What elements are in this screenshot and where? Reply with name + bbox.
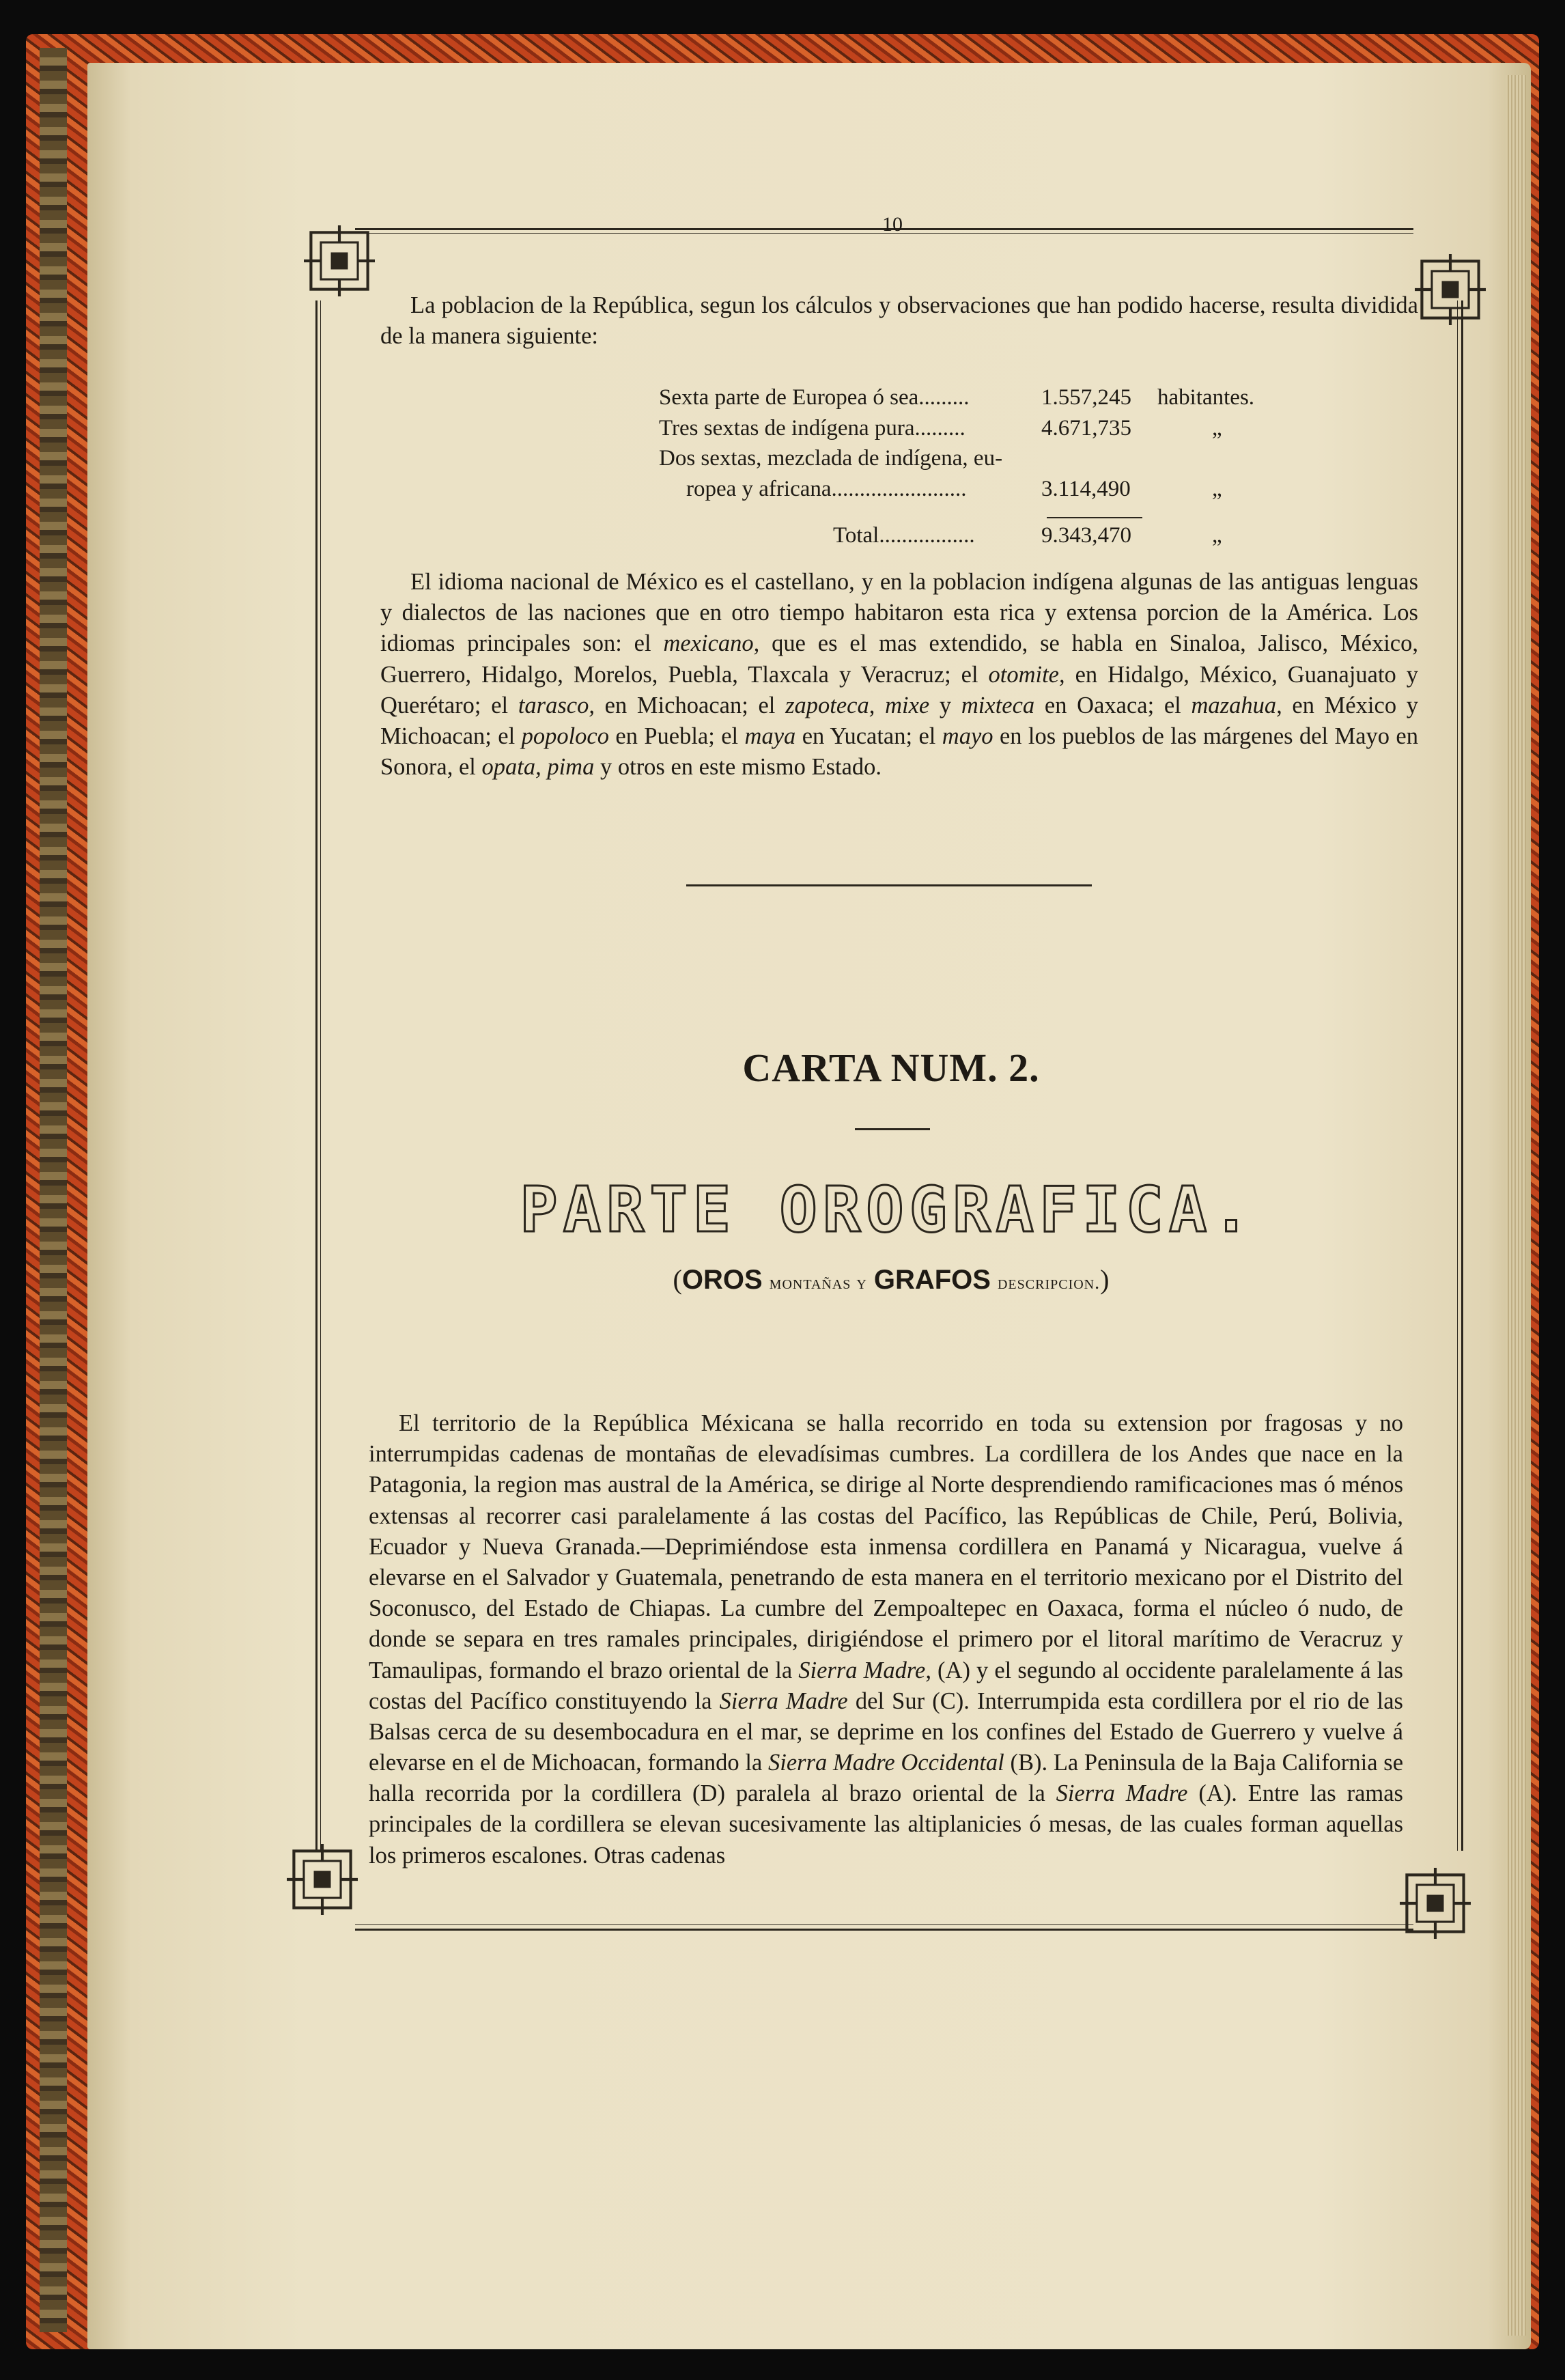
row-unit: „	[1212, 415, 1222, 440]
population-row	[659, 413, 1301, 444]
population-total-row	[659, 520, 1301, 551]
row-label: Tres sextas de indígena pura.........	[659, 415, 965, 440]
row-unit: habitantes.	[1157, 385, 1255, 410]
sum-rule	[1047, 517, 1142, 518]
greek-word-grafos: GRAFOS	[873, 1265, 991, 1295]
total-label: Total.................	[833, 523, 975, 548]
total-value: 9.343,470	[1041, 523, 1131, 548]
section-title	[410, 1177, 1366, 1245]
row-label: Dos sextas, mezclada de indígena, eu-	[659, 446, 1003, 471]
frame-bottom-rule-inner	[355, 1924, 1413, 1925]
corner-ornament-icon	[1400, 1868, 1471, 1939]
corner-ornament-icon	[304, 225, 375, 296]
frame-bottom-rule	[355, 1929, 1413, 1931]
language-paragraph: El idioma nacional de México es el castellano, y en la poblacion indígena algunas de las antiguas lenguas y dialectos de las naciones que en otro tiempo habitaron esta rica y extensa porcion de la América. Los idiomas principales son: el mexicano, que es el mas extendido, se habla en Sinaloa, Jalisco, México, Guerrero, Hidalgo, Morelos, Puebla, Tlaxcala y Veracruz; el otomite, en Hidalgo, México, Guanajuato y Querétaro; el tarasco, en Michoacan; el zapoteca, mixe y mixteca en Oaxaca; el mazahua, en México y Michoacan; el popoloco en Puebla; el maya en Yucatan; el mayo en los pueblos de las márgenes del Mayo en Sonora, el opata, pima y otros en este mismo Estado.	[380, 569, 1419, 781]
greek-word-oros: OROS	[681, 1265, 763, 1295]
frame-right-rule-inner	[1457, 300, 1458, 1851]
corner-ornament-icon	[287, 1844, 358, 1915]
population-table	[659, 382, 1301, 504]
row-label: ropea y africana........................	[686, 476, 967, 501]
frame-left-rule	[315, 300, 318, 1851]
page-edge	[1506, 75, 1526, 2336]
section-title-text: PARTE OROGRAFICA.	[520, 1177, 1256, 1245]
row-label: Sexta parte de Europea ó sea.........	[659, 385, 970, 410]
meaning-grafos: descripcion.	[997, 1272, 1101, 1293]
row-unit: „	[1212, 476, 1222, 501]
corner-ornament-icon	[1415, 254, 1486, 325]
section-heading: CARTA NUM. 2.	[742, 1046, 1040, 1090]
intro-paragraph: La poblacion de la República, segun los cálculos y observaciones que han podido hacerse, resulta dividida de la manera siguiente:	[380, 292, 1418, 350]
population-row	[659, 474, 1301, 505]
frame-left-rule-inner	[320, 300, 321, 1851]
meaning-oros: montañas y	[769, 1272, 867, 1293]
total-unit: „	[1212, 523, 1222, 548]
row-value: 3.114,490	[1041, 476, 1131, 501]
book-spine	[40, 48, 67, 2332]
frame-right-rule	[1461, 300, 1463, 1851]
section-divider	[686, 884, 1092, 886]
row-value: 1.557,245	[1041, 385, 1131, 410]
page-number: 10	[882, 213, 903, 236]
row-value: 4.671,735	[1041, 415, 1131, 440]
orography-paragraph: El territorio de la República Méxicana se halla recorrido en toda su extension por fragosas y no interrumpidas cadenas de montañas de elevadísimas cumbres. La cordillera de los Andes que nace en la Patagonia, la region mas austral de la América, se dirige al Norte desprendiendo ramificaciones mas ó ménos extensas al recorrer casi paralelamente á las costas del Pacífico, las Repúblicas de Chile, Perú, Bolivia, Ecuador y Nueva Granada.—Deprimiéndose esta inmensa cordillera en Panamá y Nicaragua, vuelve á elevarse en el Salvador y Guatemala, penetrando de esta manera en el territorio mexicano por el Distrito del Soconusco, del Estado de Chiapas. La cumbre del Zempoaltepec en Oaxaca, forma el núcleo ó nudo, de donde se separa en tres ramales principales, dirigiéndose el primero por el litoral marítimo de Veracruz y Tamaulipas, formando el brazo oriental de la Sierra Madre, (A) y el segundo al occidente paralelamente á las costas del Pacífico constituyendo la Sierra Madre del Sur (C). Interrumpida esta cordillera por el rio de las Balsas cerca de su desembocadura en el mar, se deprime en los confines del Estado de Guerrero y vuelve á elevarse en el de Michoacan, formando la Sierra Madre Occidental (B). La Peninsula de la Baja California se halla recorrida por la cordillera (D) paralela al brazo oriental de la Sierra Madre (A). Entre las ramas principales de la cordillera se elevan sucesivamente las altiplanicies ó mesas, de las cuales forman aquellas los primeros escalones. Otras cadenas	[369, 1410, 1404, 1868]
population-row	[659, 382, 1301, 413]
population-row	[659, 443, 1301, 474]
etymology-line: (OROS montañas y GRAFOS descripcion.)	[673, 1264, 1110, 1295]
heading-divider	[855, 1128, 930, 1130]
row-unit	[1157, 443, 1301, 474]
row-value	[1041, 443, 1157, 474]
